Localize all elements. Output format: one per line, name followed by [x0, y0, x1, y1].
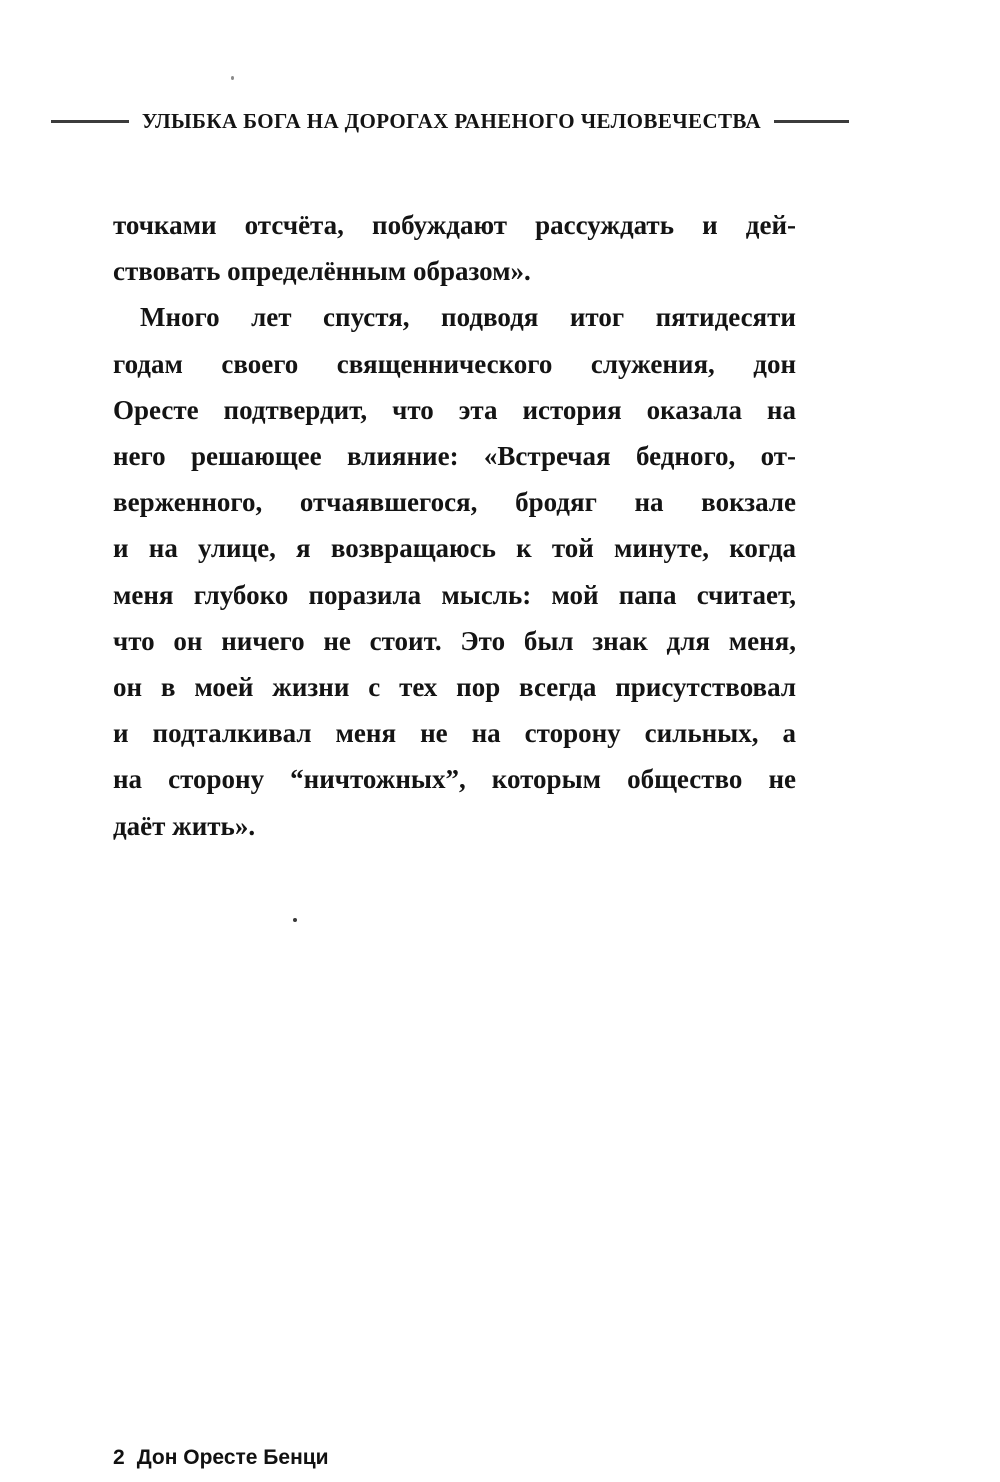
scan-artifact-dot [293, 918, 297, 922]
footer-book-title: Дон Оресте Бенци [136, 1446, 329, 1469]
running-header [108, 104, 792, 138]
body-line: верженного, отчаявшегося, бродяг на вокзале [113, 487, 796, 518]
body-line: него решающее влияние: «Встречая бедного, от- [113, 441, 796, 472]
body-line: годам своего священнического служения, дон [113, 348, 796, 379]
body-line: и на улице, я возвращаюсь к той минуте, когда [113, 533, 796, 564]
body-line: он в моей жизни с тех пор всегда присутствовал [113, 672, 796, 703]
body-line: точками отсчёта, побуждают рассуждать и дей- [113, 210, 796, 240]
body-line: на сторону “ничтожных”, которым общество не [113, 764, 796, 795]
body-line: даёт жить». [113, 810, 256, 841]
body-text [113, 202, 796, 849]
body-line: Оресте подтвердит, что эта история оказала на [113, 394, 796, 425]
body-line: что он ничего не стоит. Это был знак для меня, [113, 625, 796, 656]
body-line: ствовать определённым образом». [113, 256, 531, 287]
body-line: Много лет спустя, подводя итог пятидесяти [140, 302, 796, 333]
page-number: 2 [113, 1446, 125, 1469]
header-rule-left [51, 120, 129, 123]
running-header-title: УЛЫБКА БОГА НА ДОРОГАХ РАНЕНОГО ЧЕЛОВЕЧЕСТВА [141, 108, 762, 133]
scan-artifact-dot [231, 76, 234, 80]
body-line: и подталкивал меня не на сторону сильных, а [113, 718, 796, 749]
header-rule-right [774, 120, 849, 123]
page-footer [113, 1446, 329, 1470]
body-line: меня глубоко поразила мысль: мой папа считает, [113, 579, 796, 610]
